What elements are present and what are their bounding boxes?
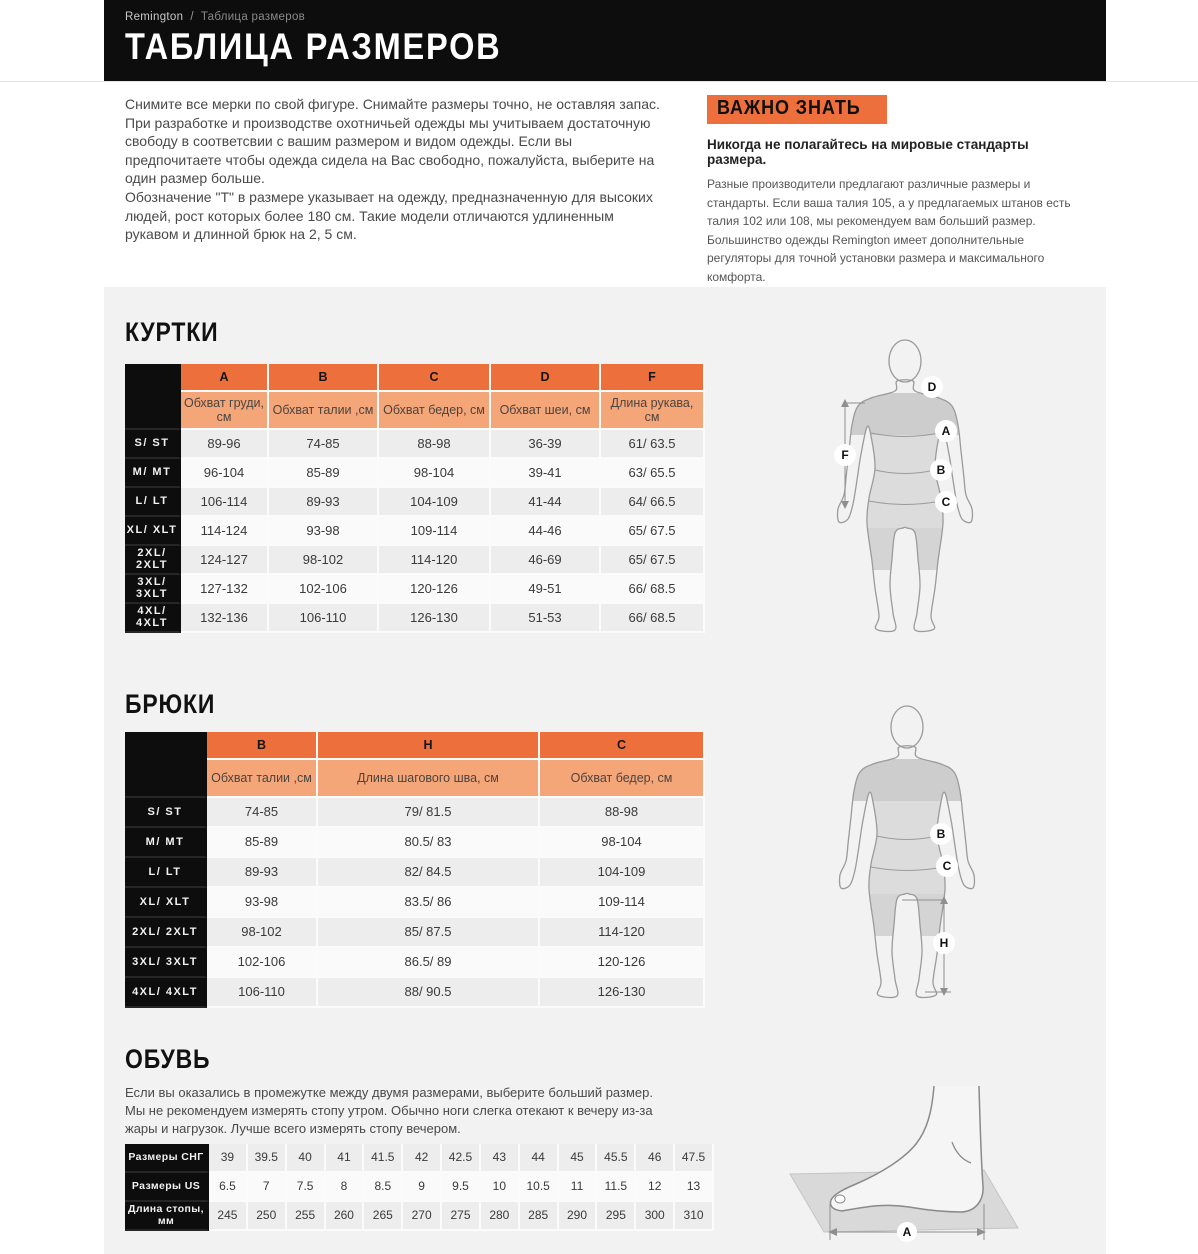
size-table-row — [125, 488, 705, 517]
shoe-value-cell: 9 — [403, 1173, 442, 1202]
size-label-cell: S/ ST — [125, 798, 207, 828]
size-table-row — [125, 798, 705, 828]
measure-header-cell: Обхват талии ,см — [269, 392, 379, 430]
shoe-value-cell: 11.5 — [597, 1173, 636, 1202]
shoe-value-cell: 300 — [636, 1202, 675, 1231]
size-table-row — [125, 430, 705, 459]
breadcrumb-separator: / — [190, 11, 194, 23]
letter-header-cell: H — [318, 732, 540, 760]
page-header — [104, 0, 1106, 81]
shoe-value-cell: 8 — [326, 1173, 365, 1202]
value-cell: 102-106 — [269, 575, 379, 604]
shoe-value-cell: 6.5 — [209, 1173, 248, 1202]
value-cell: 51-53 — [491, 604, 601, 633]
size-table-row — [125, 888, 705, 918]
shoe-row-label-cell: Размеры US — [125, 1173, 209, 1202]
jackets-size-table — [125, 364, 705, 633]
shoe-size-row — [125, 1202, 714, 1231]
shoe-row-label-cell: Длина стопы, мм — [125, 1202, 209, 1231]
size-table-row — [125, 948, 705, 978]
size-label-cell: 3XL/ 3XLT — [125, 575, 181, 604]
value-cell: 36-39 — [491, 430, 601, 459]
shoe-value-cell: 7.5 — [287, 1173, 326, 1202]
value-cell: 114-120 — [379, 546, 491, 575]
shoe-row-label-cell: Размеры СНГ — [125, 1144, 209, 1173]
measure-header-cell: Обхват талии ,см — [207, 760, 318, 798]
shoe-value-cell: 270 — [403, 1202, 442, 1231]
svg-text:B: B — [936, 462, 946, 477]
jacket-measurement-figure — [805, 337, 1005, 637]
shoe-value-cell: 290 — [559, 1202, 598, 1231]
value-cell: 109-114 — [540, 888, 705, 918]
shoe-value-cell: 41.5 — [364, 1144, 403, 1173]
letter-header-cell: C — [379, 364, 491, 392]
shoes-size-table — [125, 1144, 714, 1231]
important-subtitle: Никогда не полагайтесь на мировые стандарты размера. — [707, 137, 1029, 167]
toe-detail — [835, 1195, 845, 1203]
value-cell: 96-104 — [181, 459, 269, 488]
letter-header-cell: B — [207, 732, 318, 760]
shoe-value-cell: 11 — [559, 1173, 598, 1202]
measure-header-cell: Обхват груди, см — [181, 392, 269, 430]
value-cell: 65/ 67.5 — [601, 546, 705, 575]
shoe-size-row — [125, 1144, 714, 1173]
shoe-value-cell: 43 — [481, 1144, 520, 1173]
value-cell: 83.5/ 86 — [318, 888, 540, 918]
size-tables-panel — [104, 287, 1106, 1254]
size-table-row — [125, 858, 705, 888]
size-label-cell: L/ LT — [125, 858, 207, 888]
value-cell: 109-114 — [379, 517, 491, 546]
body-shading — [847, 759, 967, 936]
diagram-label-waist — [930, 459, 952, 481]
svg-text:F: F — [841, 447, 849, 462]
shoe-value-cell: 295 — [597, 1202, 636, 1231]
value-cell: 124-127 — [181, 546, 269, 575]
size-table-row — [125, 828, 705, 858]
svg-text:H: H — [939, 935, 949, 950]
shoe-value-cell: 285 — [520, 1202, 559, 1231]
value-cell: 114-120 — [540, 918, 705, 948]
svg-text:B: B — [936, 826, 946, 841]
page-title: ТАБЛИЦА РАЗМЕРОВ — [125, 26, 502, 67]
value-cell: 98-104 — [540, 828, 705, 858]
shoe-value-cell: 280 — [481, 1202, 520, 1231]
size-label-cell: 2XL/ 2XLT — [125, 546, 181, 575]
value-cell: 93-98 — [269, 517, 379, 546]
pants-measurement-figure — [807, 703, 1007, 1003]
foot-measurement-figure — [784, 1082, 1024, 1252]
shoe-value-cell: 42.5 — [442, 1144, 481, 1173]
shoe-value-cell: 260 — [326, 1202, 365, 1231]
shoe-value-cell: 9.5 — [442, 1173, 481, 1202]
value-cell: 64/ 66.5 — [601, 488, 705, 517]
value-cell: 74-85 — [269, 430, 379, 459]
value-cell: 66/ 68.5 — [601, 575, 705, 604]
value-cell: 39-41 — [491, 459, 601, 488]
shoe-value-cell: 265 — [364, 1202, 403, 1231]
value-cell: 86.5/ 89 — [318, 948, 540, 978]
important-badge-label: ВАЖНО ЗНАТЬ — [717, 97, 861, 119]
value-cell: 44-46 — [491, 517, 601, 546]
svg-text:D: D — [927, 379, 937, 394]
size-table-row — [125, 575, 705, 604]
important-note — [707, 95, 1089, 287]
value-cell: 88/ 90.5 — [318, 978, 540, 1008]
size-label-cell: 3XL/ 3XLT — [125, 948, 207, 978]
shoe-value-cell: 46 — [636, 1144, 675, 1173]
shoe-value-cell: 255 — [287, 1202, 326, 1231]
section-title-shoes: ОБУВЬ — [125, 1043, 211, 1074]
section-title-jackets: КУРТКИ — [125, 316, 219, 347]
shoe-value-cell: 8.5 — [364, 1173, 403, 1202]
shoe-value-cell: 310 — [675, 1202, 714, 1231]
svg-text:A: A — [941, 423, 951, 438]
value-cell: 85-89 — [207, 828, 318, 858]
shoe-value-cell: 7 — [248, 1173, 287, 1202]
value-cell: 89-93 — [207, 858, 318, 888]
size-table-row — [125, 546, 705, 575]
value-cell: 126-130 — [379, 604, 491, 633]
figure-head — [889, 340, 921, 382]
shoe-value-cell: 45 — [559, 1144, 598, 1173]
foot-outline — [830, 1086, 983, 1212]
breadcrumb-current: Таблица размеров — [200, 11, 306, 23]
value-cell: 88-98 — [379, 430, 491, 459]
value-cell: 61/ 63.5 — [601, 430, 705, 459]
value-cell: 106-110 — [207, 978, 318, 1008]
value-cell: 106-114 — [181, 488, 269, 517]
shoe-value-cell: 275 — [442, 1202, 481, 1231]
value-cell: 120-126 — [379, 575, 491, 604]
shoe-value-cell: 12 — [636, 1173, 675, 1202]
value-cell: 49-51 — [491, 575, 601, 604]
shoe-value-cell: 44 — [520, 1144, 559, 1173]
value-cell: 132-136 — [181, 604, 269, 633]
pants-size-table — [125, 732, 705, 1008]
shoe-size-row — [125, 1173, 714, 1202]
important-badge — [707, 95, 887, 124]
size-label-cell: S/ ST — [125, 430, 181, 459]
letter-header-cell: A — [181, 364, 269, 392]
value-cell: 85/ 87.5 — [318, 918, 540, 948]
value-cell: 114-124 — [181, 517, 269, 546]
svg-text:C: C — [942, 858, 952, 873]
value-cell: 89-96 — [181, 430, 269, 459]
value-cell: 63/ 65.5 — [601, 459, 705, 488]
diagram-label-chest — [935, 420, 957, 442]
measure-header-cell: Длина шагового шва, см — [318, 760, 540, 798]
diagram-label-inseam — [933, 932, 955, 954]
value-cell: 98-102 — [269, 546, 379, 575]
value-cell: 120-126 — [540, 948, 705, 978]
intro-paragraph-1: Снимите все мерки по свой фигуре. Снимайте размеры точно, не оставляя запас. При разработке и производстве охотничьей одежды мы учитываем достаточную свободу в соответсвии с вашим размером и видом одежды. Если вы предпочитаете чтобы одежда сидела на Вас свободно, пожалуйста, выберите на один размер больше. — [125, 96, 660, 187]
header-band — [0, 0, 1198, 82]
value-cell: 98-104 — [379, 459, 491, 488]
value-cell: 82/ 84.5 — [318, 858, 540, 888]
diagram-label-sleeve — [834, 444, 856, 466]
shoe-value-cell: 10 — [481, 1173, 520, 1202]
shoes-note: Если вы оказались в промежутке между двумя размерами, выберите больший размер. Мы не рекомендуем измерять стопу утром. Обычно ноги слегка отекают к вечеру из-за жары и нагрузок. Лучше всего измерять стопу вечером. — [125, 1084, 653, 1136]
size-label-cell: M/ MT — [125, 828, 207, 858]
measure-header-cell: Обхват бедер, см — [379, 392, 491, 430]
value-cell: 102-106 — [207, 948, 318, 978]
shoe-value-cell: 250 — [248, 1202, 287, 1231]
size-label-cell: 2XL/ 2XLT — [125, 918, 207, 948]
shoe-value-cell: 39.5 — [248, 1144, 287, 1173]
important-body: Разные производители предлагают различные размеры и стандарты. Если ваша талия 105, а у предлагаемых штанов есть талия 102 или 108, мы рекомендуем вам больший размер. Большинство одежды Remington имеет дополнительные регуляторы для точной установки размера и максимального комфорта. — [707, 177, 1071, 284]
measure-header-cell: Длина рукава, см — [601, 392, 705, 430]
size-label-cell: 4XL/ 4XLT — [125, 604, 181, 633]
value-cell: 98-102 — [207, 918, 318, 948]
size-table-row — [125, 604, 705, 633]
measure-header-cell: Обхват бедер, см — [540, 760, 705, 798]
shoe-value-cell: 13 — [675, 1173, 714, 1202]
letter-header-cell: F — [601, 364, 705, 392]
size-table-row — [125, 459, 705, 488]
diagram-label-foot-length — [897, 1222, 917, 1242]
value-cell: 80.5/ 83 — [318, 828, 540, 858]
letter-header-cell: D — [491, 364, 601, 392]
intro-text — [125, 95, 670, 287]
table-corner-cell — [125, 732, 207, 798]
size-label-cell: 4XL/ 4XLT — [125, 978, 207, 1008]
diagram-label-waist — [930, 823, 952, 845]
size-table-row — [125, 918, 705, 948]
value-cell: 89-93 — [269, 488, 379, 517]
size-label-cell: M/ MT — [125, 459, 181, 488]
value-cell: 79/ 81.5 — [318, 798, 540, 828]
value-cell: 46-69 — [491, 546, 601, 575]
intro-paragraph-2: Обозначение "Т" в размере указывает на одежду, предназначенную для высоких людей, рост которых более 180 см. Такие модели отличаются удлиненным рукавом и длинной брюк на 2, 5 см. — [125, 188, 653, 243]
svg-text:C: C — [941, 494, 951, 509]
value-cell: 74-85 — [207, 798, 318, 828]
shoe-value-cell: 40 — [287, 1144, 326, 1173]
shoe-value-cell: 10.5 — [520, 1173, 559, 1202]
breadcrumb-brand-link[interactable]: Remington — [125, 11, 184, 23]
value-cell: 88-98 — [540, 798, 705, 828]
value-cell: 106-110 — [269, 604, 379, 633]
shoe-value-cell: 42 — [403, 1144, 442, 1173]
shoe-value-cell: 39 — [209, 1144, 248, 1173]
value-cell: 104-109 — [540, 858, 705, 888]
shoe-value-cell: 47.5 — [675, 1144, 714, 1173]
shoe-value-cell: 45.5 — [597, 1144, 636, 1173]
intro-section — [104, 82, 1106, 287]
diagram-label-hips — [935, 491, 957, 513]
value-cell: 126-130 — [540, 978, 705, 1008]
svg-text:A: A — [902, 1224, 912, 1239]
shoe-value-cell: 245 — [209, 1202, 248, 1231]
value-cell: 93-98 — [207, 888, 318, 918]
size-label-cell: XL/ XLT — [125, 517, 181, 546]
value-cell: 104-109 — [379, 488, 491, 517]
value-cell: 41-44 — [491, 488, 601, 517]
size-table-row — [125, 517, 705, 546]
breadcrumb — [125, 11, 1106, 23]
body-shading — [845, 393, 965, 570]
size-label-cell: XL/ XLT — [125, 888, 207, 918]
value-cell: 85-89 — [269, 459, 379, 488]
letter-header-cell: B — [269, 364, 379, 392]
figure-head — [891, 706, 923, 748]
letter-header-cell: C — [540, 732, 705, 760]
diagram-label-neck — [921, 376, 943, 398]
value-cell: 65/ 67.5 — [601, 517, 705, 546]
measure-header-cell: Обхват шеи, см — [491, 392, 601, 430]
value-cell: 66/ 68.5 — [601, 604, 705, 633]
section-title-pants: БРЮКИ — [125, 688, 216, 719]
size-table-row — [125, 978, 705, 1008]
shoe-value-cell: 41 — [326, 1144, 365, 1173]
diagram-label-hips — [936, 855, 958, 877]
size-label-cell: L/ LT — [125, 488, 181, 517]
table-corner-cell — [125, 364, 181, 430]
value-cell: 127-132 — [181, 575, 269, 604]
